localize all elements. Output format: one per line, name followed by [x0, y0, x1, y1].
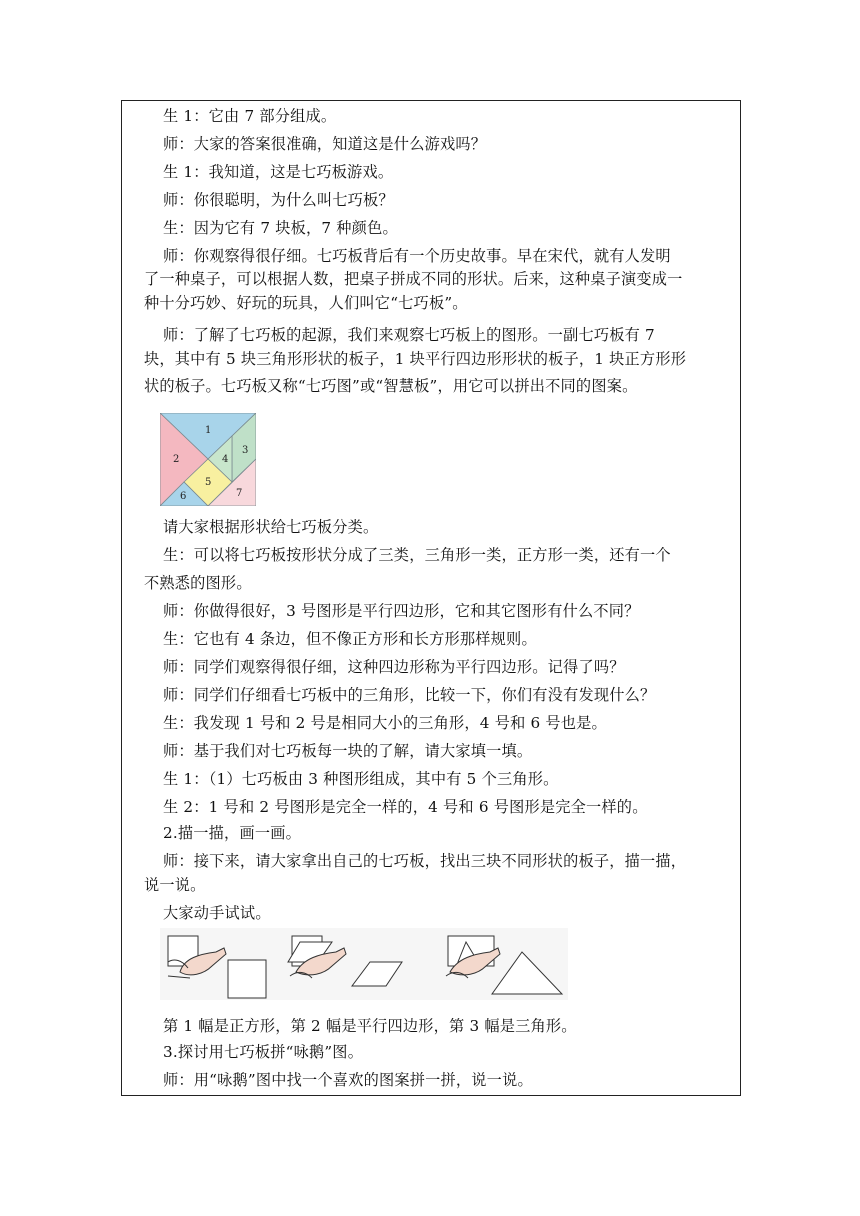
line-25: 说一说。 — [144, 876, 206, 894]
line-22: 生 2：1 号和 2 号图形是完全一样的，4 号和 6 号图形是完全一样的。 — [163, 798, 648, 816]
line-18: 师：同学们仔细看七巧板中的三角形，比较一下，你们有没有发现什么？ — [163, 686, 656, 704]
line-23: 2.描一描，画一画。 — [163, 824, 301, 842]
line-8: 种十分巧妙、好玩的玩具，人们叫它“七巧板”。 — [144, 294, 468, 312]
tangram-label-4: 4 — [222, 454, 229, 465]
line-11: 状的板子。七巧板又称“七巧图”或“智慧板”，用它可以拼出不同的图案。 — [144, 377, 638, 395]
line-10: 块，其中有 5 块三角形形状的板子，1 块平行四边形形状的板子，1 块正方形形 — [144, 350, 687, 368]
line-28: 3.探讨用七巧板拼“咏鹅”图。 — [163, 1043, 364, 1061]
line-6: 师：你观察得很仔细。七巧板背后有一个历史故事。早在宋代，就有人发明 — [163, 247, 671, 265]
tangram-label-3: 3 — [242, 445, 249, 456]
line-9: 师：了解了七巧板的起源，我们来观察七巧板上的图形。一副七巧板有 7 — [163, 326, 655, 344]
line-29: 师：用“咏鹅”图中找一个喜欢的图案拼一拼，说一说。 — [163, 1071, 533, 1089]
line-5: 生：因为它有 7 块板，7 种颜色。 — [163, 219, 398, 237]
line-12: 请大家根据形状给七巧板分类。 — [163, 518, 379, 536]
tracing-figure — [160, 928, 568, 1000]
line-3: 生 1：我知道，这是七巧板游戏。 — [163, 163, 394, 181]
line-24: 师：接下来，请大家拿出自己的七巧板，找出三块不同形状的板子，描一描， — [163, 852, 687, 870]
line-21: 生 1：（1）七巧板由 3 种图形组成，其中有 5 个三角形。 — [163, 770, 559, 788]
tangram-figure — [160, 413, 256, 506]
line-13: 生：可以将七巧板按形状分成了三类，三角形一类，正方形一类，还有一个 — [163, 546, 671, 564]
tangram-label-7: 7 — [236, 488, 243, 499]
line-27: 第 1 幅是正方形，第 2 幅是平行四边形，第 3 幅是三角形。 — [163, 1017, 577, 1035]
line-17: 师：同学们观察得很仔细，这种四边形称为平行四边形。记得了吗？ — [163, 658, 625, 676]
line-16: 生：它也有 4 条边，但不像正方形和长方形那样规则。 — [163, 630, 537, 648]
line-1: 生 1：它由 7 部分组成。 — [163, 107, 337, 125]
line-19: 生：我发现 1 号和 2 号是相同大小的三角形，4 号和 6 号也是。 — [163, 714, 607, 732]
tangram-label-5: 5 — [205, 477, 212, 488]
line-7: 了一种桌子，可以根据人数，把桌子拼成不同的形状。后来，这种桌子演变成一 — [144, 270, 683, 288]
tangram-label-6: 6 — [180, 491, 187, 502]
line-14: 不熟悉的图形。 — [144, 574, 252, 592]
line-15: 师：你做得很好，3 号图形是平行四边形，它和其它图形有什么不同？ — [163, 602, 640, 620]
tangram-label-2: 2 — [173, 454, 180, 465]
line-26: 大家动手试试。 — [163, 904, 271, 922]
tangram-label-1: 1 — [205, 425, 212, 436]
line-2: 师：大家的答案很准确，知道这是什么游戏吗？ — [163, 135, 487, 153]
line-4: 师：你很聪明，为什么叫七巧板？ — [163, 191, 394, 209]
line-20: 师：基于我们对七巧板每一块的了解，请大家填一填。 — [163, 742, 533, 760]
